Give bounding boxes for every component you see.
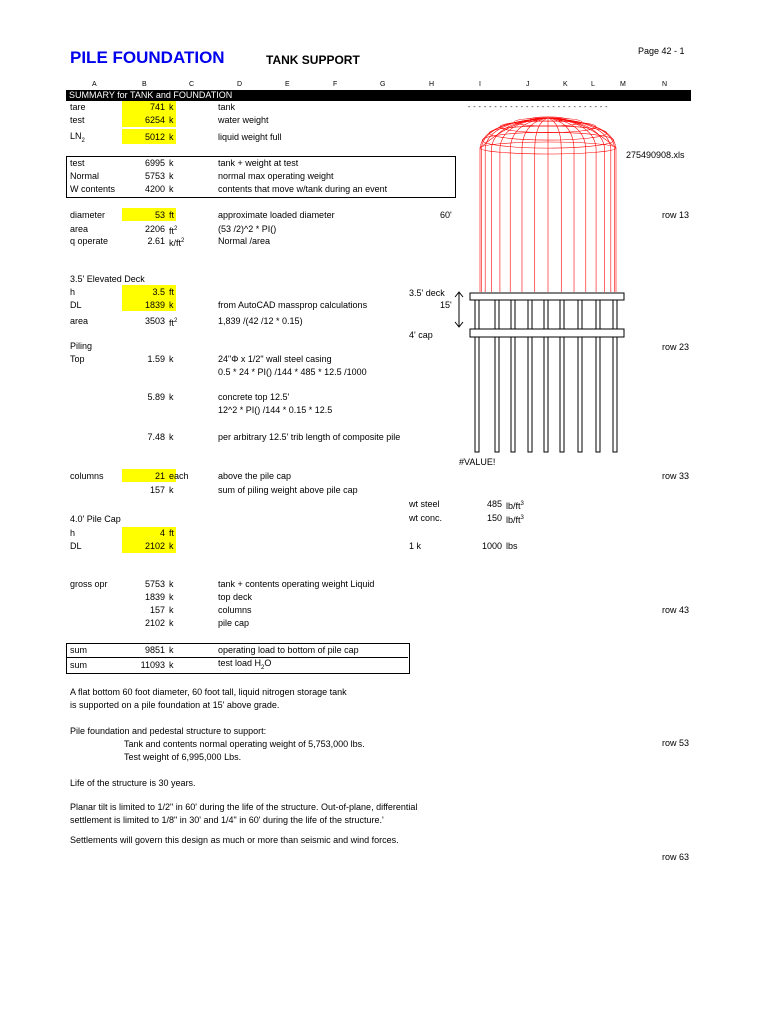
weight-desc: water weight (218, 115, 269, 125)
pile-cap-slab (470, 329, 624, 337)
weight-label: test (70, 115, 85, 125)
dome-meridian (548, 118, 561, 148)
column-header: H (429, 81, 435, 88)
q-operate-label: q operate (70, 236, 109, 246)
area-desc: (53 /2)^2 * PI() (218, 224, 277, 234)
load-value: 4200 (144, 184, 165, 194)
pile-cap-h-unit: ft (169, 528, 175, 538)
pile (511, 337, 515, 452)
column-header: C (189, 81, 195, 88)
pile-cap-h-label: h (70, 528, 76, 538)
pile (613, 337, 617, 452)
columns-unit: each (169, 471, 189, 481)
piling-value: 1.59 (147, 354, 165, 364)
piling-value: 7.48 (147, 432, 165, 442)
q-unit-text: k/ft (169, 238, 182, 248)
conversion-right: 1000 (481, 541, 502, 551)
weight-unit: k (169, 102, 174, 112)
ln-subscript: 2 (81, 137, 85, 144)
area-value: 2206 (144, 224, 165, 234)
load-unit: k (169, 158, 174, 168)
note-line: Settlements will govern this design as much or more than seismic and wind forces. (70, 835, 399, 845)
gross-unit: k (169, 618, 174, 628)
load-value: 5753 (144, 171, 165, 181)
piling-top-label: Top (70, 354, 85, 364)
page-number: Page 42 - 1 (638, 46, 685, 56)
weight-desc: liquid weight full (218, 132, 282, 142)
gross-desc: pile cap (218, 618, 250, 628)
load-unit: k (169, 171, 174, 181)
deck-figure-label: 3.5' deck (409, 288, 445, 298)
note-line: is supported on a pile foundation at 15' above grade. (70, 700, 280, 710)
load-label: W contents (70, 184, 116, 194)
deck-area-label: area (70, 316, 89, 326)
deck-h-unit: ft (169, 287, 175, 297)
dotted-divider: - - - - - - - - - - - - - - - - - - - - - - - - - - - (468, 104, 609, 111)
deck-heading: 3.5' Elevated Deck (70, 274, 145, 284)
sum-label: sum (70, 645, 88, 655)
load-desc: normal max operating weight (218, 171, 334, 181)
gross-value: 157 (149, 605, 165, 615)
prop-unit-text: lb/ft (506, 515, 521, 525)
diameter-label: diameter (70, 210, 106, 220)
sum-unit: k (169, 645, 174, 655)
pile-cap-dl-label: DL (70, 541, 82, 551)
diameter-figure-label: 60' (440, 210, 452, 220)
deck-area-unit-text: ft (169, 318, 175, 328)
note-line: Tank and contents normal operating weight of 5,753,000 lbs. (124, 739, 365, 749)
pile (495, 337, 499, 452)
deck-dl-unit: k (169, 300, 174, 310)
note-line: Planar tilt is limited to 1/2" in 60' during the life of the structure. Out-of-plane, differential (70, 802, 418, 812)
gross-value: 1839 (144, 592, 165, 602)
columns-label: columns (70, 471, 104, 481)
note-line: Life of the structure is 30 years. (70, 778, 196, 788)
column-header: F (333, 81, 338, 88)
row-marker: row 13 (662, 210, 690, 220)
note-line: settlement is limited to 1/8" in 30' and 1/4" in 60' during the life of the structure.' (70, 815, 384, 825)
pile-cap-h-value: 4 (159, 528, 165, 538)
column-header: I (479, 81, 481, 88)
gross-desc: top deck (218, 592, 253, 602)
sum-desc: operating load to bottom of pile cap (218, 645, 359, 655)
gross-value: 2102 (144, 618, 165, 628)
gross-unit: k (169, 605, 174, 615)
row-marker: row 43 (662, 605, 690, 615)
gross-unit: k (169, 579, 174, 589)
column-header: K (563, 81, 568, 88)
row-marker: row 53 (662, 738, 690, 748)
note-line: Test weight of 6,995,000 Lbs. (124, 752, 242, 762)
deck-area-desc: 1,839 /(42 /12 * 0.15) (218, 316, 303, 326)
pile-column (613, 300, 617, 329)
pile-column (511, 300, 515, 329)
load-desc: tank + weight at test (218, 158, 299, 168)
weight-value: 5012 (144, 132, 165, 142)
pile (578, 337, 582, 452)
page-title: PILE FOUNDATION (70, 48, 225, 67)
load-label: test (70, 158, 85, 168)
h2o-subscript: 2 (261, 664, 265, 671)
prop-value: 150 (486, 513, 502, 523)
sum-desc-text: test load H (218, 658, 262, 668)
pile-column (544, 300, 548, 329)
diameter-unit: ft (169, 210, 175, 220)
column-header: L (591, 81, 595, 88)
structure (455, 292, 624, 452)
diameter-value: 53 (154, 210, 165, 220)
piling-weight-value: 157 (149, 485, 165, 495)
load-value: 6995 (144, 158, 165, 168)
prop-unit-sup: 3 (520, 501, 524, 507)
deck-dl-label: DL (70, 300, 82, 310)
gross-unit: k (169, 592, 174, 602)
row-marker: row 63 (662, 852, 690, 862)
weight-unit: k (169, 132, 174, 142)
q-unit-sup: 2 (181, 238, 185, 244)
load-label: Normal (70, 171, 100, 181)
pile-column (578, 300, 582, 329)
gross-desc: columns (218, 605, 252, 615)
piles (475, 300, 617, 452)
deck-h-label: h (70, 287, 76, 297)
deck-slab (470, 293, 624, 300)
prop-unit-text: lb/ft (506, 501, 521, 511)
piling-unit: k (169, 432, 174, 442)
piling-weight-desc: sum of piling weight above pile cap (218, 485, 358, 495)
weight-desc: tank (218, 102, 236, 112)
pile-column (528, 300, 532, 329)
deck-dl-desc: from AutoCAD massprop calculations (218, 300, 368, 310)
area-label: area (70, 224, 89, 234)
pile (528, 337, 532, 452)
sum-value: 9851 (144, 645, 165, 655)
column-header: B (142, 81, 147, 88)
piling-desc: per arbitrary 12.5' trib length of composite pile (218, 432, 401, 442)
conversion-left: 1 k (409, 541, 422, 551)
columns-value: 21 (154, 471, 165, 481)
piling-value: 5.89 (147, 392, 165, 402)
height-figure-label: 15' (440, 300, 452, 310)
piling-unit: k (169, 354, 174, 364)
load-unit: k (169, 184, 174, 194)
weight-value: 741 (149, 102, 165, 112)
column-header: N (662, 81, 668, 88)
piling-heading: Piling (70, 341, 93, 351)
prop-unit-sup: 3 (520, 515, 524, 521)
pile-cap-dl-value: 2102 (144, 541, 165, 551)
column-header: E (285, 81, 290, 88)
cap-figure-label: 4' cap (409, 330, 433, 340)
note-line: Pile foundation and pedestal structure to support: (70, 726, 267, 736)
dome-meridian (535, 118, 548, 148)
ln-label: LN (70, 131, 82, 141)
area-unit-sup: 2 (174, 226, 178, 232)
pile-column (560, 300, 564, 329)
prop-value: 485 (486, 499, 502, 509)
columns-desc: above the pile cap (218, 471, 292, 481)
piling-formula: 0.5 * 24 * PI() /144 * 485 * 12.5 /1000 (218, 367, 367, 377)
summary-bar-label: SUMMARY for TANK and FOUNDATION (69, 90, 233, 100)
column-header: M (620, 81, 626, 88)
pile (596, 337, 600, 452)
column-header: D (237, 81, 243, 88)
pile (475, 337, 479, 452)
area-unit-text: ft (169, 226, 175, 236)
row-marker: row 23 (662, 342, 690, 352)
prop-label: wt conc. (409, 513, 443, 523)
gross-label: gross opr (70, 579, 108, 589)
pile-column (495, 300, 499, 329)
piling-desc: concrete top 12.5' (218, 392, 290, 402)
pile-column (475, 300, 479, 329)
deck-area-value: 3503 (144, 316, 165, 326)
q-operate-value: 2.61 (147, 236, 165, 246)
pile-cap-heading: 4.0' Pile Cap (70, 514, 121, 524)
piling-formula: 12^2 * PI() /144 * 0.15 * 12.5 (218, 405, 333, 415)
piling-weight-unit: k (169, 485, 174, 495)
column-header: A (92, 81, 97, 88)
weight-unit: k (169, 115, 174, 125)
sum-label: sum (70, 660, 88, 670)
deck-area-unit-sup: 2 (174, 318, 178, 324)
page-subtitle: TANK SUPPORT (266, 53, 360, 67)
piling-unit: k (169, 392, 174, 402)
column-header: G (380, 81, 386, 88)
note-line: A flat bottom 60 foot diameter, 60 foot tall, liquid nitrogen storage tank (70, 687, 347, 697)
q-operate-desc: Normal /area (218, 236, 271, 246)
load-desc: contents that move w/tank during an event (218, 184, 388, 194)
pile-column (596, 300, 600, 329)
deck-dl-value: 1839 (144, 300, 165, 310)
prop-label: wt steel (409, 499, 440, 509)
sum-desc-tail: O (264, 658, 272, 668)
weight-value: 6254 (144, 115, 165, 125)
pile (560, 337, 564, 452)
conversion-unit: lbs (506, 541, 518, 551)
column-header: J (526, 81, 530, 88)
piling-desc: 24"Φ x 1/2" wall steel casing (218, 354, 332, 364)
value-error: #VALUE! (459, 457, 496, 467)
sum-value: 11093 (140, 660, 165, 670)
pile (544, 337, 548, 452)
pile-cap-dl-unit: k (169, 541, 174, 551)
row-marker: row 33 (662, 471, 690, 481)
xls-filename: 275490908.xls (626, 150, 685, 160)
weight-label: tare (70, 102, 86, 112)
diameter-desc: approximate loaded diameter (218, 210, 335, 220)
gross-value: 5753 (144, 579, 165, 589)
gross-desc: tank + contents operating weight Liquid (218, 579, 375, 589)
sum-unit: k (169, 660, 174, 670)
deck-h-value: 3.5 (152, 287, 165, 297)
tank-shell (480, 148, 616, 292)
